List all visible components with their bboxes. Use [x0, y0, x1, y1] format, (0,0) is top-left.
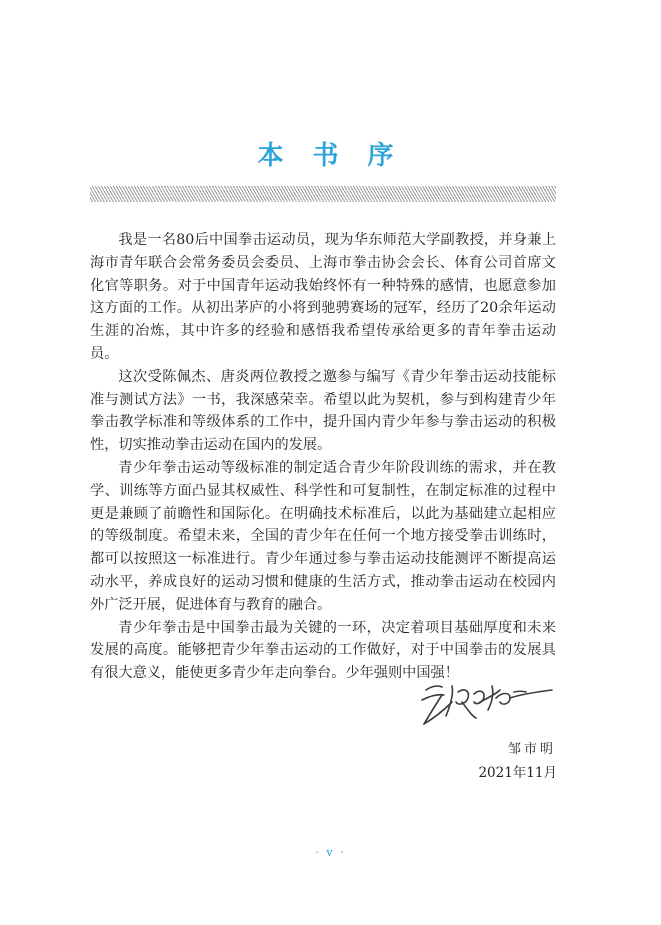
handwritten-signature: [418, 672, 558, 732]
paragraph: 青少年拳击运动等级标准的制定适合青少年阶段训练的需求，并在教学、训练等方面凸显其权威性、科学性和可复制性，在制定标准的过程中更是兼顾了前瞻性和国际化。在明确技术标准后，以此为基础建立起相应的等级制度。希望未来，全国的青少年在任何一个地方接受拳击训练时，都可以按照这一标准进行。青少年通过参与拳击运动技能测评不断提高运动水平，养成良好的运动习惯和健康的生活方式，推动拳击运动在校园内外广泛开展，促进体育与教育的融合。: [90, 459, 556, 613]
paragraph: 我是一名80后中国拳击运动员，现为华东师范大学副教授，并身兼上海市青年联合会常务委员会委员、上海市拳击协会会长、体育公司首席文化官等职务。对于中国青年运动我始终怀有一种特殊的感情，也愿意参加这方面的工作。从初出茅庐的小将到驰骋赛场的冠军，经历了20余年运动生涯的冶炼，其中许多的经验和感悟我希望传承给更多的青年拳击运动员。: [90, 232, 556, 362]
paragraph: 青少年拳击是中国拳击最为关键的一环，决定着项目基础厚度和未来发展的高度。能够把青少年拳击运动的工作做好，对于中国拳击的发展具有很大意义，能使更多青少年走向拳台。少年强则中国强！: [90, 619, 556, 682]
page-number: · v ·: [315, 846, 346, 859]
page-title: 本 书 序: [257, 141, 404, 172]
preface-body: [90, 229, 556, 685]
author-name: 邹市明: [507, 742, 556, 757]
paragraph: 这次受陈佩杰、唐炎两位教授之邀参与编写《青少年拳击运动技能标准与测试方法》一书，我深感荣幸。希望以此为契机，参与到构建青少年拳击教学标准和等级体系的工作中，提升国内青少年参与拳击运动的积极性，切实推动拳击运动在国内的发展。: [90, 368, 556, 454]
signature-date: 2021年11月: [478, 765, 557, 781]
hatched-divider: [90, 186, 556, 202]
